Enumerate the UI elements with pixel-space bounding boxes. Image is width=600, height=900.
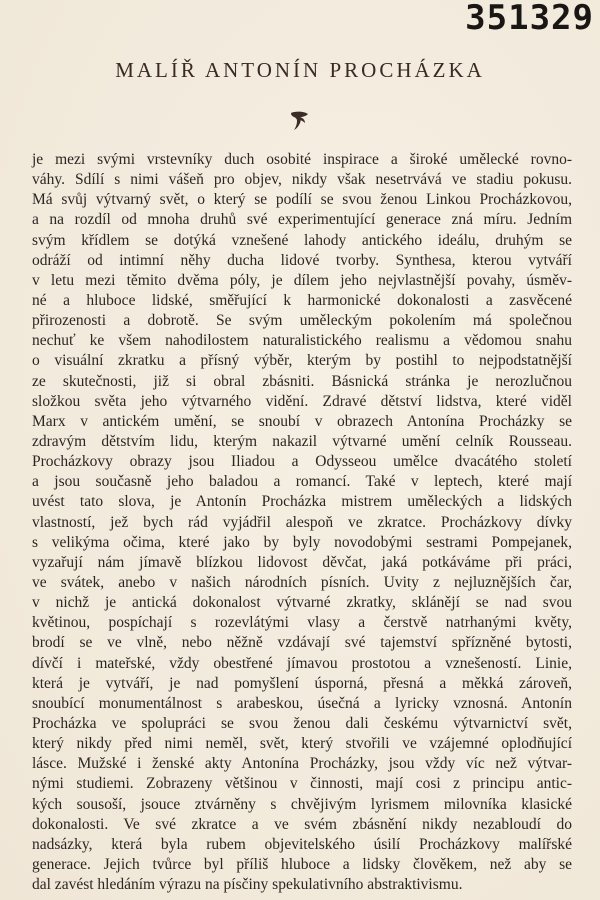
text-line: vyzařují nám jímavě blízkou lidovost děvčat, jaká potkáváme při práci,	[32, 553, 572, 571]
text-line: s velikýma očima, které jako by byly novodobými sestrami Pompejanek,	[32, 533, 572, 551]
text-line: uvést tato slova, je Antonín Procházka mistrem uměleckých a lidských	[32, 493, 572, 511]
text-line: a na rozdíl od mnoha druhů své experimentující generace zná míru. Jedním	[32, 211, 572, 229]
text-line: přirozenosti a dobrotě. Se svým uměleckým pokolením má společnou	[32, 312, 572, 330]
fleuron-icon-graphic	[286, 108, 312, 134]
text-line: snoubící monumentálnost s arabeskou, úsečná a lyricky vznosná. Antonín	[32, 694, 572, 712]
text-line: Marx v antickém umění, se snoubí v obrazech Antonína Procházky se	[32, 412, 572, 430]
page-number: 351329	[465, 0, 594, 38]
text-line: váhy. Sdílí s nimi vášeň pro objev, nikdy však nesetrvává ve stadiu pokusu.	[32, 171, 572, 189]
text-line: Procházka ve spolupráci se svou ženou dali českému výtvarnictví svět,	[32, 714, 572, 732]
text-line: dokonalosti. Ve své zkratce a ve svém zbásnění nikdy nezabloudí do	[32, 815, 572, 833]
text-line: o visuální zkratku a přísný výběr, kterým by postihl to nejpodstatnější	[32, 352, 572, 370]
text-line: svým křídlem se dotýká vznešené lahody antického ideálu, druhým se	[32, 231, 572, 249]
text-line: nadsázky, která byla rubem objevitelského úsilí Procházkovy malířské	[32, 835, 572, 853]
article-body	[32, 150, 572, 895]
text-line: v nichž je antická dokonalost výtvarné zkratky, sklánějí se nad svou	[32, 594, 572, 612]
page-title: MALÍŘ ANTONÍN PROCHÁZKA	[115, 58, 485, 82]
text-line: dal zavést hledáním výrazu na písčiny spekulativního abstraktivismu.	[32, 876, 463, 894]
text-line: složkou světa jeho výtvarného vidění. Zdravé dětství lidstva, které viděl	[32, 392, 572, 410]
text-line: a jsou současně jeho baladou a romancí. Také v leptech, které mají	[32, 473, 572, 491]
fleuron-icon	[286, 108, 312, 134]
text-line: zdravým dětstvím lidu, kterým nakazil výtvarné umění celník Rousseau.	[32, 432, 572, 450]
text-line: odráží od intimní něhy ducha lidové tvorby. Synthesa, kterou vytváří	[32, 251, 572, 269]
text-line: brodí se ve vlně, nebo něžně vzdávají své tajemství spřízněné bytosti,	[32, 634, 572, 652]
text-line: Má svůj výtvarný svět, o který se podílí se svou ženou Linkou Procházkovou,	[32, 191, 572, 209]
text-line: vlastností, jež bych rád vyjádřil alespoň ve zkratce. Procházkovy dívky	[32, 513, 572, 531]
text-line: generace. Jejich tvůrce byl příliš hluboce a lidsky člověkem, než aby se	[32, 855, 572, 873]
text-line: ve svátek, anebo v našich národních písních. Uvity z nejluznějších čar,	[32, 573, 572, 591]
text-line: né a hluboce lidské, směřující k harmonické dokonalosti a zasvěcené	[32, 291, 572, 309]
text-line: ze skutečnosti, již si obral zbásniti. Básnická stránka je nerozlučnou	[32, 372, 572, 390]
text-line: kých sousoší, jsouce ztvárněny s chvějivým lyrismem milovníka klasické	[32, 795, 572, 813]
text-line: který nikdy před nimi neměl, svět, který stvořili ve vzájemné oplodňující	[32, 735, 572, 753]
text-line: dívčí i mateřské, vždy obestřené jímavou prostotou a vznešeností. Linie,	[32, 654, 572, 672]
text-line: která je vytváří, je nad pomyšlení úsporná, přesná a měkká zároveň,	[32, 674, 572, 692]
text-line: nými studiemi. Zobrazeny většinou v činnosti, mají cosi z principu antic-	[32, 775, 572, 793]
text-line: květinou, pospíchají s rozevlátými vlasy a čerstvě natrhanými květy,	[32, 614, 572, 632]
text-line: nechuť ke všem nahodilostem naturalistického realismu a vědomou snahu	[32, 332, 572, 350]
text-line: v letu mezi těmito dvěma póly, je dílem jeho nejvlastnější povahy, úsměv-	[32, 271, 572, 289]
text-line: Procházkovy obrazy jsou Iliadou a Odysseou umělce dvacátého století	[32, 453, 572, 471]
text-line: lásce. Mužské i ženské akty Antonína Procházky, jsou vždy víc než výtvar-	[32, 755, 572, 773]
text-line: je mezi svými vrstevníky duch osobité inspirace a široké umělecké rovno-	[32, 151, 572, 168]
